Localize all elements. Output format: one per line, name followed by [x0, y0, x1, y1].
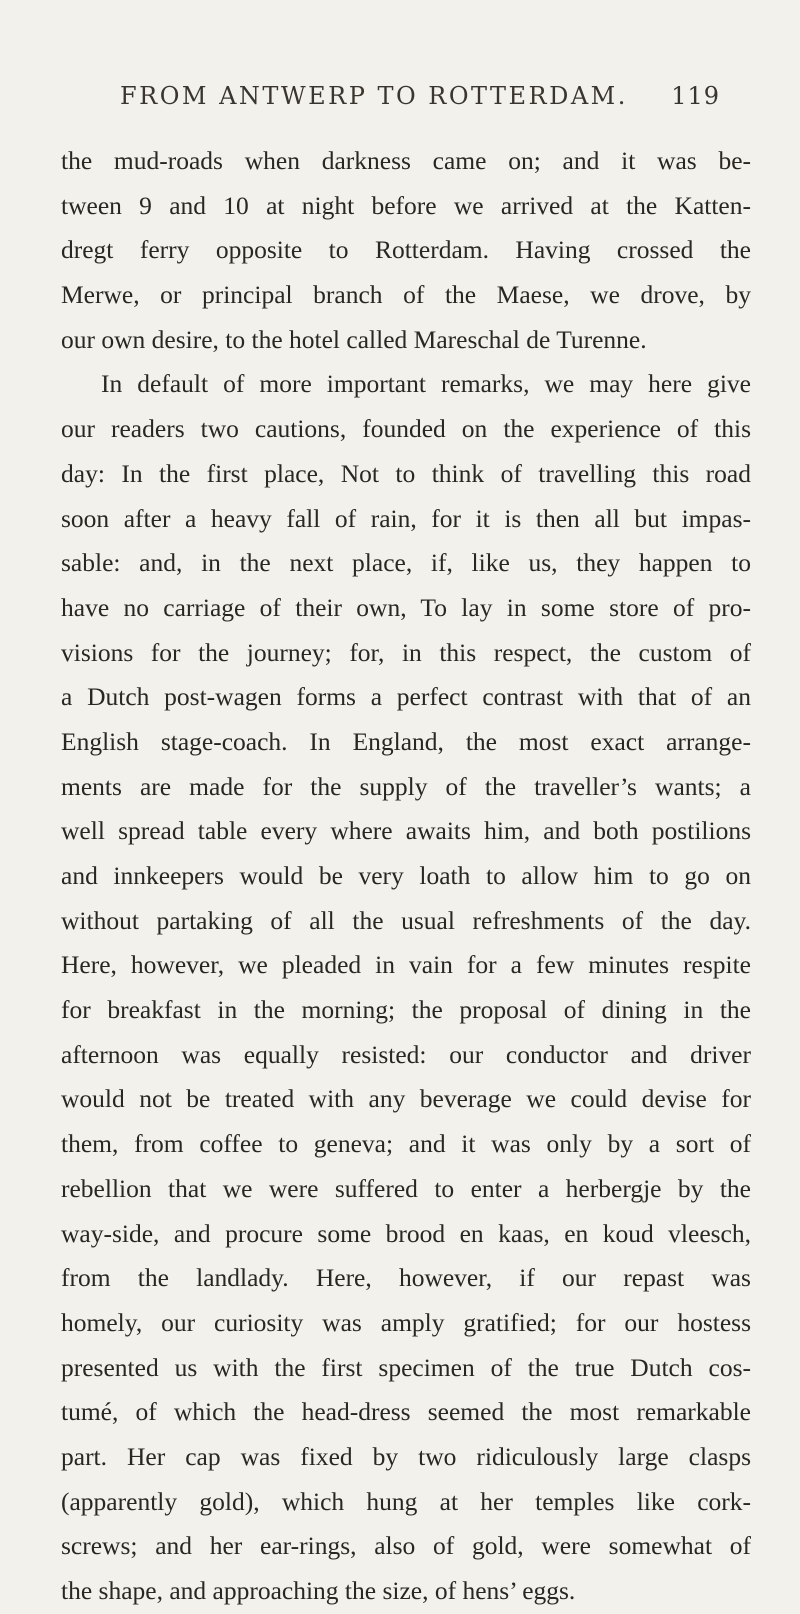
text-line: screws; and her ear-rings, also of gold, were somewhat of [61, 1531, 751, 1561]
text-line: Here, however, we pleaded in vain for a few minutes respite [61, 950, 751, 980]
running-head-title: FROM ANTWERP TO ROTTERDAM. [120, 82, 628, 110]
text-line: part. Her cap was fixed by two ridiculously large clasps [61, 1441, 751, 1471]
text-line: way-side, and procure some brood en kaas, en koud vleesch, [61, 1218, 751, 1248]
text-line: without partaking of all the usual refreshments of the day. [61, 905, 751, 935]
text-line: have no carriage of their own, To lay in some store of pro- [61, 592, 751, 622]
text-line: In default of more important remarks, we may here give [101, 369, 751, 399]
text-line: and innkeepers would be very loath to allow him to go on [61, 861, 751, 890]
text-line: English stage-coach. In England, the most exact arrange- [61, 726, 751, 756]
text-line: dregt ferry opposite to Rotterdam. Having crossed the [61, 235, 751, 265]
text-line: (apparently gold), which hung at her temples like cork- [61, 1486, 751, 1516]
page-number: 119 [671, 82, 720, 110]
text-line: the mud-roads when darkness came on; and it was be- [61, 146, 751, 175]
text-line: tumé, of which the head-dress seemed the most remarkable [61, 1397, 751, 1427]
text-line: well spread table every where awaits him, and both postilions [61, 816, 751, 846]
text-line: tween 9 and 10 at night before we arrived at the Katten- [61, 190, 751, 220]
text-line: rebellion that we were suffered to enter a herbergje by the [61, 1173, 751, 1203]
text-line: visions for the journey; for, in this respect, the custom of [61, 637, 751, 667]
text-line: homely, our curiosity was amply gratified; for our hostess [61, 1307, 751, 1337]
text-line: for breakfast in the morning; the proposal of dining in the [61, 995, 751, 1025]
text-line: would not be treated with any beverage we could devise for [61, 1084, 751, 1114]
text-line: afternoon was equally resisted: our conductor and driver [61, 1039, 751, 1069]
text-line: day: In the first place, Not to think of travelling this road [61, 458, 751, 488]
text-line: a Dutch post-wagen forms a perfect contrast with that of an [61, 682, 751, 712]
body-text [61, 139, 751, 1614]
text-line: our readers two cautions, founded on the experience of this [61, 414, 751, 444]
text-line: Merwe, or principal branch of the Maese, we drove, by [61, 280, 751, 310]
text-line: presented us with the first specimen of the true Dutch cos- [61, 1352, 751, 1382]
text-line: ments are made for the supply of the traveller’s wants; a [61, 771, 751, 801]
text-line: sable: and, in the next place, if, like us, they happen to [61, 548, 751, 578]
running-head [120, 82, 720, 122]
text-line: soon after a heavy fall of rain, for it is then all but impas- [61, 503, 751, 533]
text-line: the shape, and approaching the size, of hens’ eggs. [61, 1576, 576, 1605]
text-line: our own desire, to the hotel called Mareschal de Turenne. [61, 324, 647, 354]
text-line: from the landlady. Here, however, if our repast was [61, 1263, 751, 1293]
text-line: them, from coffee to geneva; and it was only by a sort of [61, 1129, 751, 1159]
